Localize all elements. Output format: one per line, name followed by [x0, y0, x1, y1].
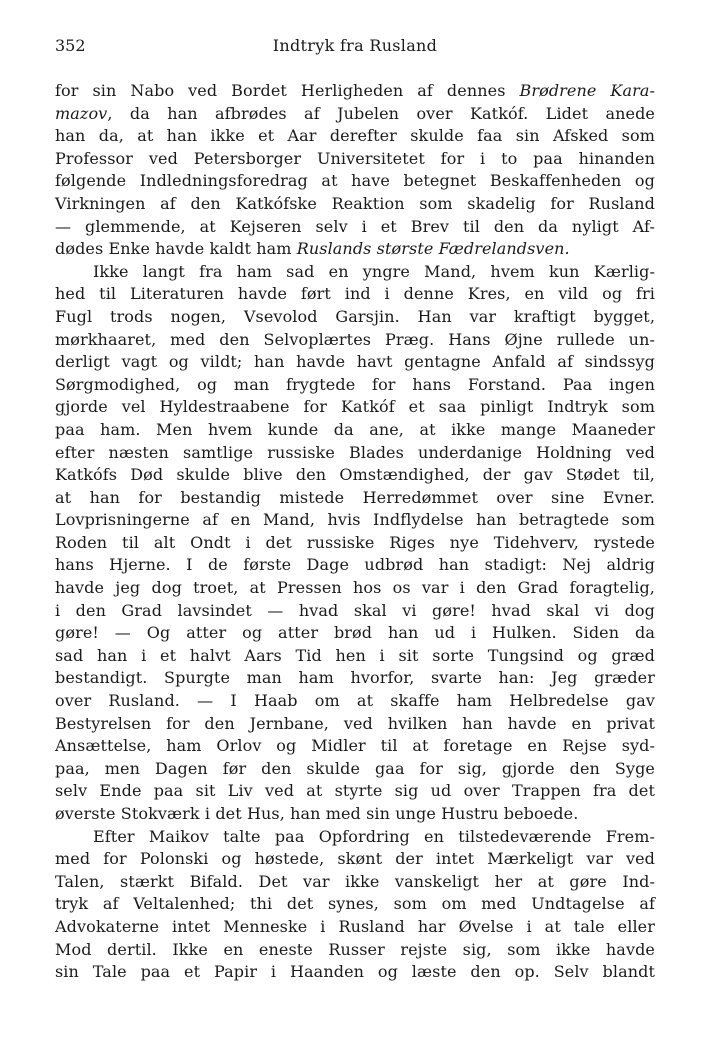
page-header	[55, 36, 655, 60]
text-line-12: mørkhaaret, med den Selvoplærtes Præg. Hans Øjne rullede un-	[55, 329, 655, 349]
text-line-25: gøre! — Og atter og atter brød han ud i Hulken. Siden da	[55, 623, 655, 643]
body-text	[55, 80, 655, 984]
text-line-8: dødes Enke havde kaldt ham Ruslands største Fædrelandsven.	[55, 239, 570, 259]
text-line-35: med for Polonski og høstede, skønt der intet Mærkeligt var ved	[55, 849, 655, 869]
text-line-16: paa ham. Men hvem kunde da ane, at ikke mange Maaneder	[55, 419, 655, 439]
text-line-34: Efter Maikov talte paa Opfordring en tilstedeværende Frem-	[93, 826, 655, 846]
text-line-7: — glemmende, at Kejseren selv i et Brev til den da nyligt Af-	[55, 216, 655, 236]
text-line-19: at han for bestandig mistede Herredømmet over sine Evner.	[55, 487, 655, 507]
text-line-39: Mod dertil. Ikke en eneste Russer rejste sig, som ikke havde	[55, 939, 655, 959]
text-line-21: Roden til alt Ondt i det russiske Riges nye Tidehverv, rystede	[55, 532, 655, 552]
text-line-36: Talen, stærkt Bifald. Det var ikke vanskeligt her at gøre Ind-	[55, 871, 655, 891]
running-title: Indtryk fra Rusland	[272, 36, 438, 55]
text-line-26: sad han i et halvt Aars Tid hen i sit sorte Tungsind og græd	[55, 645, 655, 665]
text-line-13: derligt vagt og vildt; han havde havt gentagne Anfald af sindssyg	[55, 352, 655, 372]
text-line-37: tryk af Veltalenhed; thi det synes, som om med Undtagelse af	[55, 894, 655, 914]
text-line-28: over Rusland. — I Haab om at skaffe ham Helbredelse gav	[55, 691, 655, 711]
text-line-11: Fugl trods nogen, Vsevolod Garsjin. Han var kraftigt bygget,	[55, 306, 655, 326]
text-line-17: efter næsten samtlige russiske Blades underdanige Holdning ved	[55, 442, 655, 462]
text-line-1: for sin Nabo ved Bordet Herligheden af dennes Brødrene Kara-	[55, 81, 656, 100]
text-line-3: han da, at han ikke et Aar derefter skulde faa sin Afsked som	[55, 126, 655, 146]
text-line-18: Katkófs Død skulde blive den Omstændighed, der gav Stødet til,	[55, 465, 655, 485]
text-line-31: paa, men Dagen før den skulde gaa for sig, gjorde den Syge	[55, 758, 655, 778]
text-line-27: bestandigt. Spurgte man ham hvorfor, svarte han: Jeg græder	[55, 668, 655, 688]
text-line-22: hans Hjerne. I de første Dage udbrød han stadigt: Nej aldrig	[55, 555, 655, 575]
text-line-15: gjorde vel Hyldestraabene for Katkóf et saa pinligt Indtryk som	[55, 397, 655, 417]
text-line-33: øverste Stokværk i det Hus, han med sin unge Hustru beboede.	[55, 804, 579, 823]
text-line-5: følgende Indledningsforedrag at have betegnet Beskaffenheden og	[55, 171, 655, 191]
text-line-29: Bestyrelsen for den Jernbane, ved hvilken han havde en privat	[55, 713, 655, 733]
text-line-14: Sørgmodighed, og man frygtede for hans Forstand. Paa ingen	[55, 374, 655, 394]
text-line-20: Lovprisningerne af en Mand, hvis Indflydelse han betragtede som	[55, 510, 655, 530]
text-line-40: sin Tale paa et Papir i Haanden og læste den op. Selv blandt	[55, 962, 655, 982]
text-line-4: Professor ved Petersborger Universitetet for i to paa hinanden	[55, 148, 655, 168]
text-line-30: Ansættelse, ham Orlov og Midler til at foretage en Rejse syd-	[55, 736, 655, 756]
text-line-9: Ikke langt fra ham sad en yngre Mand, hvem kun Kærlig-	[93, 261, 655, 281]
page-number: 352	[55, 36, 86, 55]
text-line-24: i den Grad lavsindet — hvad skal vi gøre! hvad skal vi dog	[55, 600, 655, 620]
text-line-32: selv Ende paa sit Liv ved at styrte sig ud over Trappen fra det	[55, 781, 655, 801]
text-line-10: hed til Literaturen havde ført ind i denne Kres, en vild og fri	[55, 284, 655, 304]
text-line-23: havde jeg dog troet, at Pressen hos os var i den Grad foragtelig,	[55, 578, 655, 598]
text-line-38: Advokaterne intet Menneske i Rusland har Øvelse i at tale eller	[55, 916, 655, 936]
text-line-2: mazov, da han afbrødes af Jubelen over Katkóf. Lidet anede	[55, 103, 655, 123]
text-line-6: Virkningen af den Katkófske Reaktion som skadelig for Rusland	[55, 193, 655, 213]
